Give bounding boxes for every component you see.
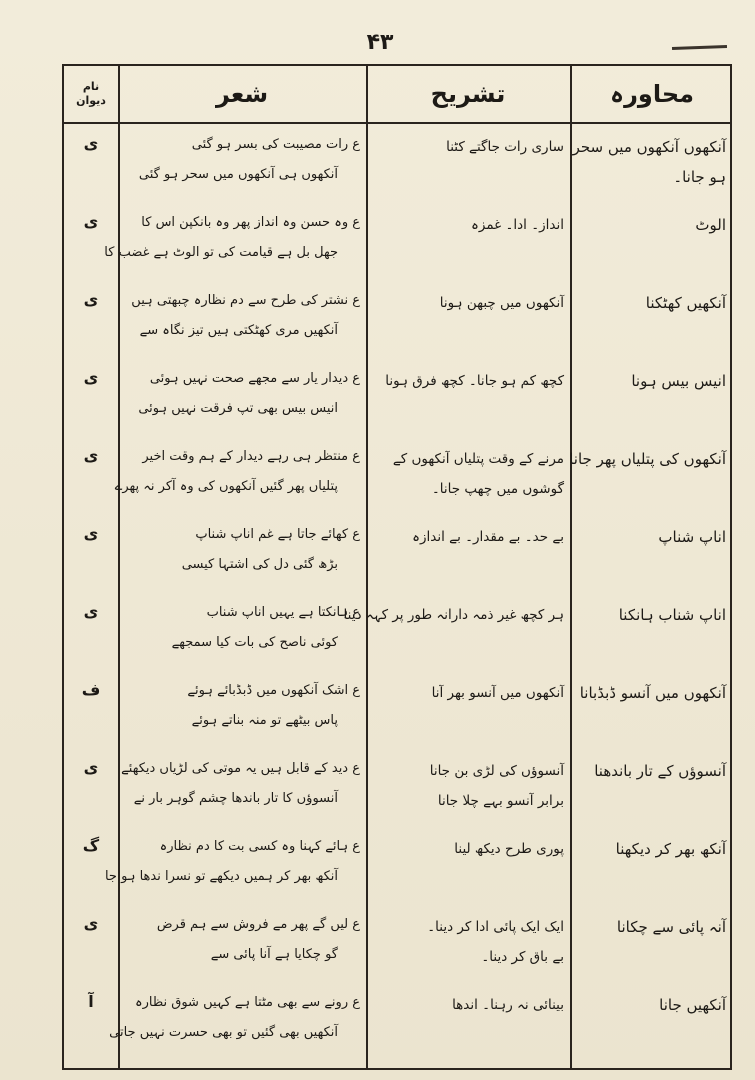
source-cell: ی [83,914,99,933]
explanation-cell [368,358,570,436]
verse-cell [120,748,366,826]
explanation-cell [368,748,570,826]
verse-cell [114,436,366,514]
table-row [64,202,730,280]
idiom-line: آنکھیں کھٹکنا [645,294,726,312]
table-row [64,670,730,748]
verse-cell [109,982,366,1060]
idiom-cell [572,826,734,904]
explanation-cell [368,124,570,202]
explanation-cell [368,202,570,280]
explanation-line: ہر کچھ غیر ذمہ دارانہ طور پر کہہ دینا [343,607,564,623]
idiom-line: انیس بیس ہونا [631,372,726,390]
verse-cell [120,124,366,202]
source-cell: ی [83,602,99,621]
source-cell: آ [88,992,94,1011]
explanation-cell [368,826,570,904]
header-verse: شعر [215,80,269,108]
explanation-line: ساری رات جاگتے کٹنا [446,139,564,155]
idiom-cell [572,748,734,826]
idiom-line: ہو جانا۔ [673,168,726,186]
table-row [64,748,730,826]
verse-line: پاس بیٹھے تو منہ بناتے ہوئے [191,713,338,728]
explanation-cell [368,514,570,592]
explanation-line: گوشوں میں چھپ جانا۔ [431,481,564,497]
explanation-line: آنکھوں میں چبھن ہونا [439,295,564,311]
verse-cell [120,280,366,358]
source-cell: گ [82,836,100,855]
explanation-cell [368,670,570,748]
verse-line: آنکھیں مری کھٹکتی ہیں تیز نگاہ سے [139,323,338,338]
table-row [64,358,730,436]
idiom-cell [572,670,734,748]
idiom-line: آنکھیں جانا [659,996,726,1014]
idiom-line: آنکھ بھر کر دیکھنا [615,840,726,858]
source-cell: ف [81,680,101,699]
verse-cell [120,358,366,436]
verse-line: ع رونے سے بھی مٹتا ہے کہیں شوق نظارہ [134,995,360,1010]
table-row [64,436,730,514]
verse-cell [104,202,366,280]
explanation-cell [368,280,570,358]
table-row [64,280,730,358]
idiom-line: آنہ پائی سے چکانا [616,918,726,936]
verse-line: ع اشک آنکھوں میں ڈبڈبائے ہوئے [187,683,360,698]
idiom-cell [572,202,734,280]
explanation-line: انداز۔ ادا۔ غمزہ [470,217,564,233]
verse-line: ع دیدار یار سے مجھے صحت نہیں ہوئی [149,371,360,386]
idiom-line: آنکھوں آنکھوں میں سحر [572,138,726,156]
verse-line: آنسوؤں کا تار باندھا چشم گوہر بار نے [133,791,338,806]
source-cell: ی [83,212,99,231]
verse-line: گو چکایا ہے آنا پائی سے [210,947,338,962]
verse-line: انیس بیس بھی تپ فرقت نہیں ہوئی [138,401,338,416]
explanation-cell [368,982,570,1060]
idiom-cell [572,514,734,592]
verse-cell [120,670,366,748]
verse-line: ع وہ حسن وہ انداز پھر وہ بانکپن اس کا [141,215,360,230]
explanation-cell [368,904,570,982]
header-source [64,66,118,122]
ink-mark [672,45,727,50]
idiom-line: آنکھوں میں آنسو ڈبڈبانا [579,684,726,702]
table-row [64,514,730,592]
verse-cell [104,826,366,904]
explanation-line: بے حد۔ بے مقدار۔ بے اندازہ [412,529,564,545]
header-idiom: محاورہ [610,80,694,108]
idiom-cell [572,124,734,202]
header-source-line1: نام [82,80,100,93]
page-number: ۴۳ [366,30,394,55]
verse-line: ع کھائے جاتا ہے غم اناپ شناپ [195,527,360,542]
source-cell: ی [83,446,99,465]
verse-cell [120,592,366,670]
idiom-line: الوٹ [695,216,726,234]
explanation-line: آنکھوں میں آنسو بھر آنا [431,685,564,701]
source-cell: ی [83,758,99,777]
verse-line: ع ہانکتا ہے یہیں اناپ شناب [206,605,360,620]
idiom-line: اناپ شناپ [658,528,726,546]
explanation-line: مرنے کے وقت پتلیاں آنکھوں کے [392,451,564,467]
table-row [64,982,730,1060]
table-row [64,592,730,670]
explanation-line: ایک ایک پائی ادا کر دینا۔ [427,919,564,935]
table-row [64,904,730,982]
explanation-cell [343,592,570,670]
idiom-line: آنسوؤں کے تار باندھنا [594,762,726,780]
idiom-cell [572,592,734,670]
verse-line: آنکھ بھر کر ہمیں دیکھے تو نسرا ندھا ہو جا [104,869,338,884]
verse-line: ع دید کے قابل ہیں یہ موتی کی لڑیاں دیکھئے [121,761,360,776]
idiom-cell [569,436,734,514]
explanation-line: کچھ کم ہو جانا۔ کچھ فرق ہونا [385,373,564,389]
verse-line: ع رات مصیبت کی بسر ہو گئی [191,137,360,152]
verse-line: کوئی ناصح کی بات کیا سمجھے [171,635,338,650]
explanation-line: برابر آنسو بہے چلا جانا [437,793,564,809]
idiom-cell [572,904,734,982]
verse-line: ع نشتر کی طرح سے دم نظارہ چبھتی ہیں [131,293,360,308]
idiom-cell [572,358,734,436]
explanation-line: پوری طرح دیکھ لینا [454,841,564,857]
verse-cell [120,514,366,592]
idiom-line: اناپ شناب ہانکنا [618,606,726,624]
explanation-cell [368,436,570,514]
explanation-line: آنسوؤں کی لڑی بن جانا [429,763,564,779]
idiom-line: آنکھوں کی پتلیاں پھر جانا [569,450,726,468]
verse-line: بڑھ گئی دل کی اشتہا کیسی [181,557,338,572]
source-cell: ی [83,290,99,309]
verse-cell [120,904,366,982]
idiom-table [62,64,732,1070]
verse-line: آنکھیں بھی گئیں تو بھی حسرت نہیں جاتی [109,1025,338,1040]
source-cell: ی [83,368,99,387]
source-cell: ی [83,134,99,153]
verse-line: جھل بل ہے قیامت کی تو الوٹ ہے غضب کا [104,245,338,260]
verse-line: ع لیں گے پھر مے فروش سے ہم قرض [156,917,360,932]
header-source-line2: دیوان [76,94,106,107]
verse-line: آنکھوں ہی آنکھوں میں سحر ہو گئی [138,167,338,182]
explanation-line: بے باق کر دینا۔ [481,949,564,965]
table-row [64,124,730,202]
explanation-line: بینائی نہ رہنا۔ اندھا [452,997,564,1013]
verse-line: پتلیاں پھر گئیں آنکھوں کی وہ آکر نہ پھرے [114,479,338,494]
verse-line: ع منتظر ہی رہے دیدار کے ہم وقت اخیر [142,449,360,464]
source-cell: ی [83,524,99,543]
idiom-cell [572,982,734,1060]
verse-line: ع ہائے کہنا وہ کسی بت کا دم نظارہ [159,839,360,854]
table-row [64,826,730,904]
header-explanation: تشریح [430,80,506,108]
idiom-cell [572,280,734,358]
